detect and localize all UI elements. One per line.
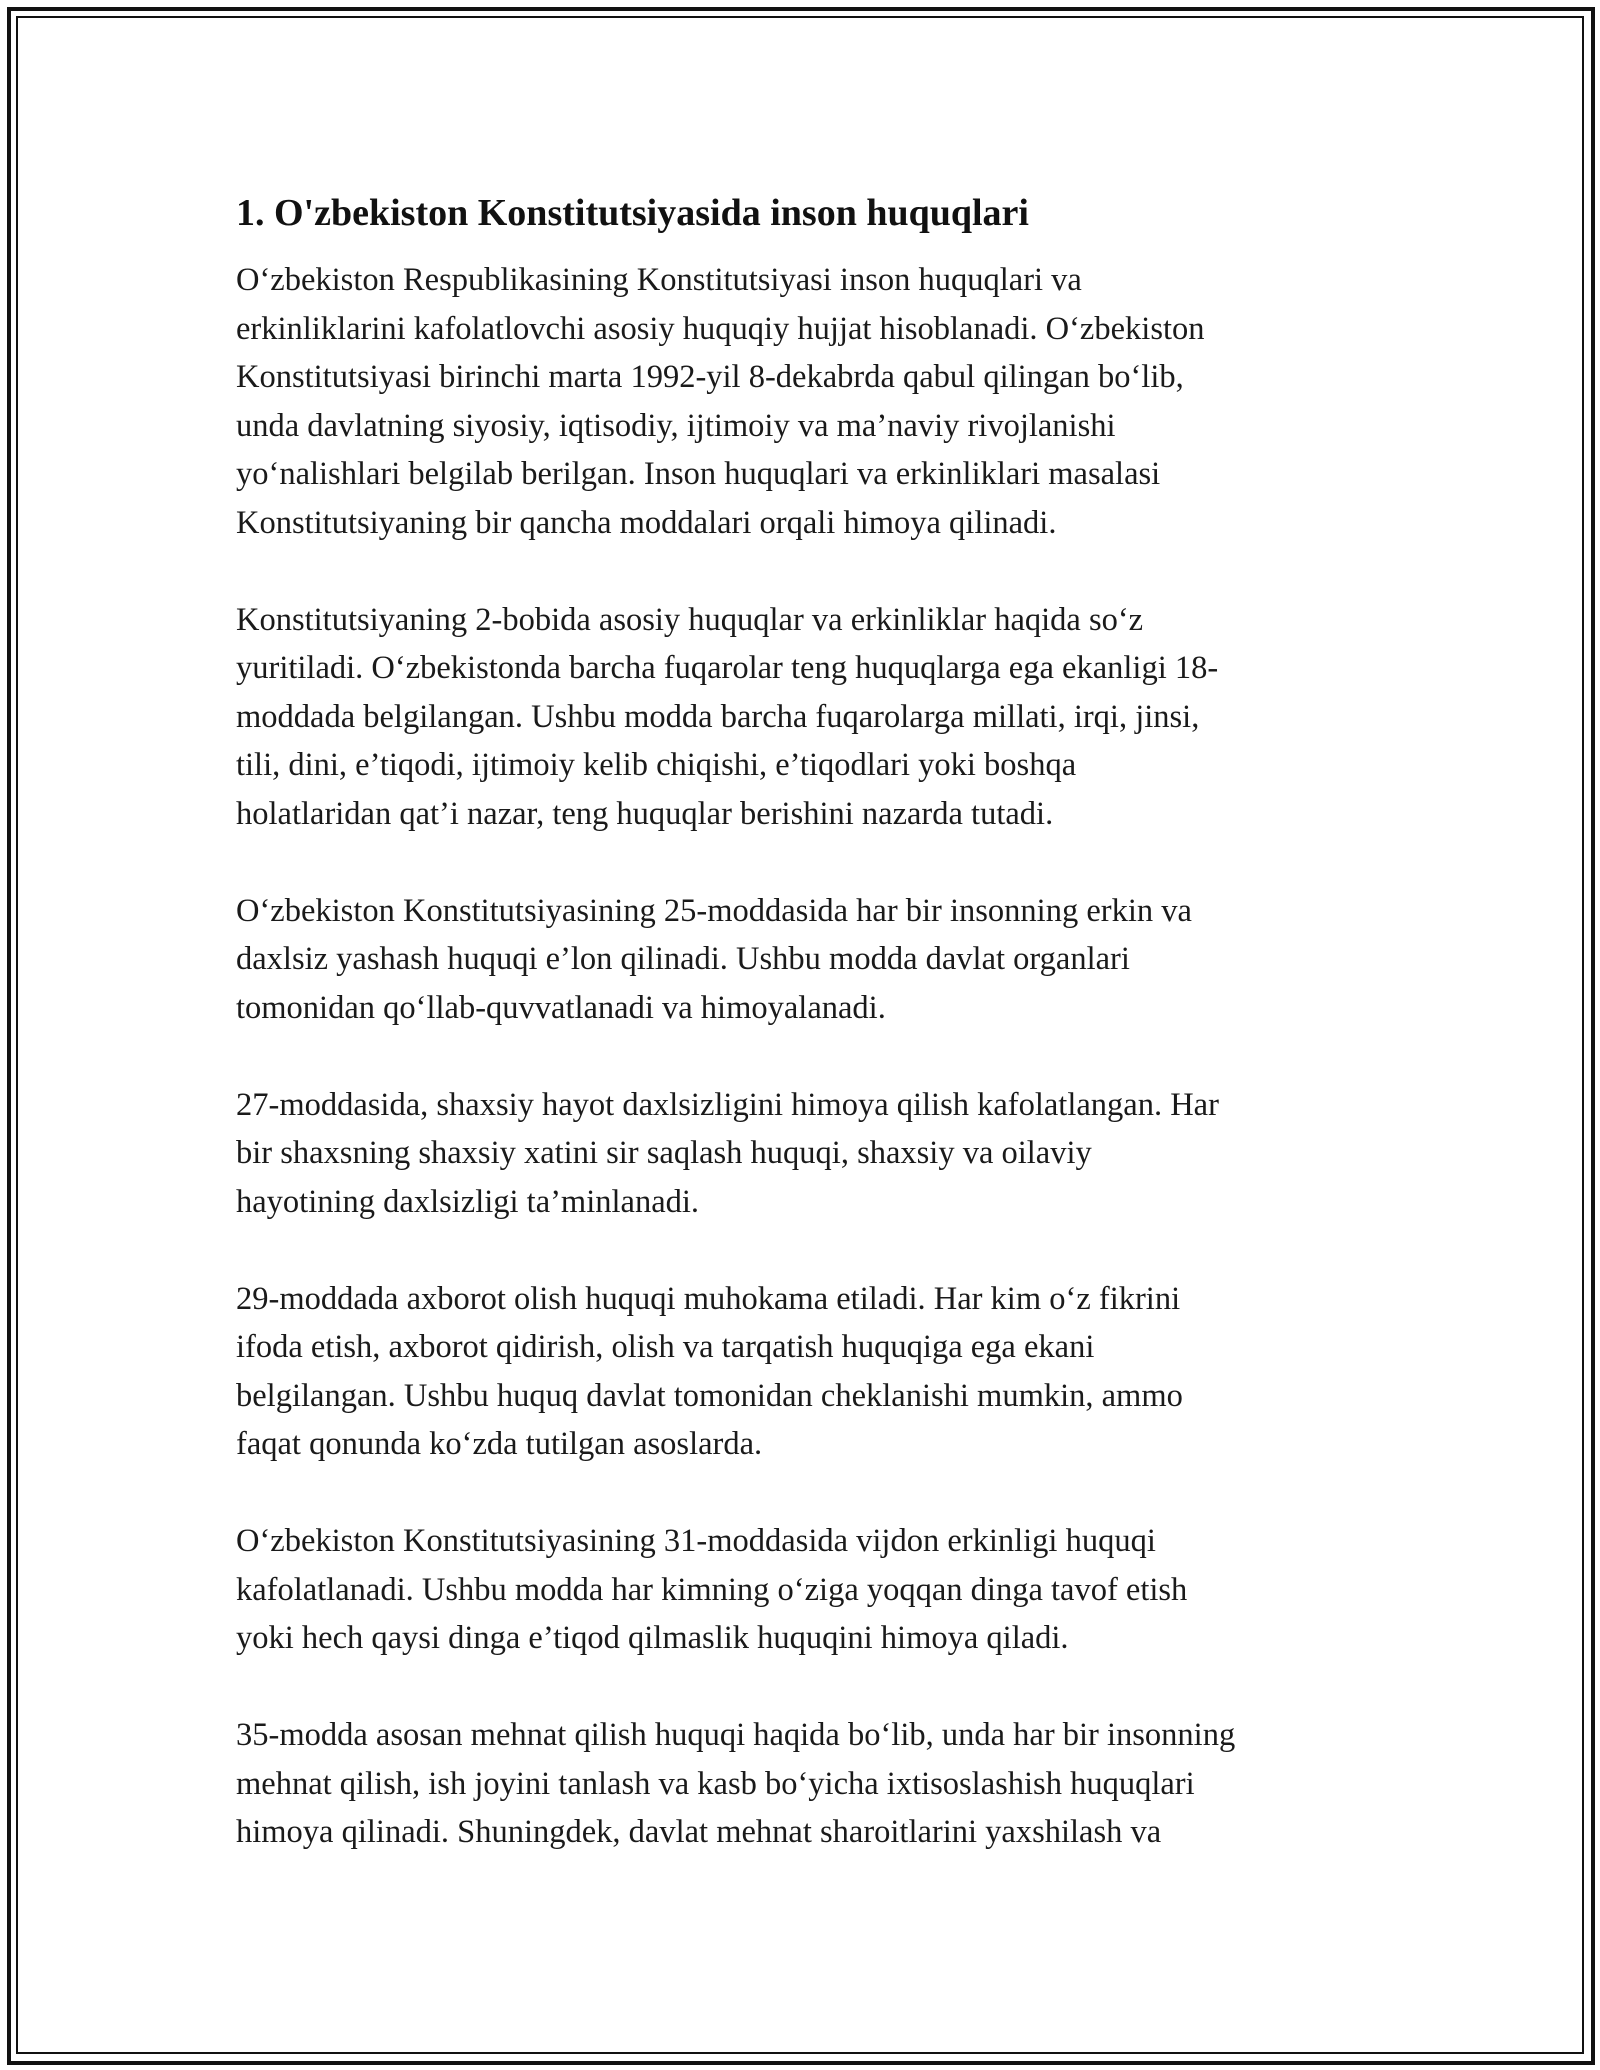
text-line: ifoda etish, axborot qidirish, olish va tarqatish huquqiga ega ekani — [236, 1329, 1095, 1365]
text-line: yo‘nalishlari belgilab berilgan. Inson huquqlari va erkinliklari masalasi — [236, 456, 1161, 492]
text-line: daxlsiz yashash huquqi e’lon qilinadi. Ushbu modda davlat organlari — [236, 941, 1130, 977]
text-line: O‘zbekiston Respublikasining Konstitutsiyasi inson huquqlari va — [236, 262, 1082, 298]
text-line: moddada belgilangan. Ushbu modda barcha fuqarolarga millati, irqi, jinsi, — [236, 698, 1200, 735]
text-line: Konstitutsiyaning bir qancha moddalari orqali himoya qilinadi. — [236, 504, 1057, 541]
text-line: kafolatlanadi. Ushbu modda har kimning o‘ziga yoqqan dinga tavof etish — [236, 1571, 1188, 1608]
paragraph-article-35 — [236, 1711, 1376, 1857]
text-line: hayotining daxlsizligi ta’minlanadi. — [236, 1183, 700, 1220]
paragraph-article-29 — [236, 1275, 1376, 1469]
text-line: 29-moddada axborot olish huquqi muhokama etiladi. Har kim o‘z fikrini — [236, 1280, 1181, 1317]
text-line: yoki hech qaysi dinga e’tiqod qilmaslik huquqini himoya qiladi. — [236, 1620, 1069, 1656]
text-line: bir shaxsning shaxsiy xatini sir saqlash huquqi, shaxsiy va oilaviy — [236, 1135, 1092, 1171]
document-body — [236, 188, 1376, 1905]
text-line: belgilangan. Ushbu huquq davlat tomonidan cheklanishi mumkin, ammo — [236, 1377, 1183, 1414]
paragraph-intro — [236, 256, 1376, 547]
text-line: unda davlatning siyosiy, iqtisodiy, ijtimoiy va ma’naviy rivojlanishi — [236, 407, 1116, 444]
text-line: erkinliklarini kafolatlovchi asosiy huquqiy hujjat hisoblanadi. O‘zbekiston — [236, 310, 1205, 347]
paragraph-article-27 — [236, 1081, 1376, 1227]
text-line: himoya qilinadi. Shuningdek, davlat mehnat sharoitlarini yaxshilash va — [236, 1814, 1162, 1850]
paragraph-article-31 — [236, 1517, 1376, 1663]
text-line: tili, dini, e’tiqodi, ijtimoiy kelib chiqishi, e’tiqodlari yoki boshqa — [236, 747, 1077, 783]
text-line: Konstitutsiyasi birinchi marta 1992-yil 8-dekabrda qabul qilingan bo‘lib, — [236, 359, 1184, 395]
text-line: yuritiladi. O‘zbekistonda barcha fuqarolar teng huquqlarga ega ekanligi 18- — [236, 650, 1219, 686]
text-line: mehnat qilish, ish joyini tanlash va kasb bo‘yicha ixtisoslashish huquqlari — [236, 1765, 1195, 1802]
section-heading: 1. O'zbekiston Konstitutsiyasida inson huquqlari — [236, 192, 1029, 234]
text-line: O‘zbekiston Konstitutsiyasining 25-moddasida har bir insonning erkin va — [236, 892, 1192, 929]
paragraph-article-25 — [236, 887, 1376, 1033]
text-line: 27-moddasida, shaxsiy hayot daxlsizligini himoya qilish kafolatlangan. Har — [236, 1086, 1219, 1123]
text-line: Konstitutsiyaning 2-bobida asosiy huquqlar va erkinliklar haqida so‘z — [236, 601, 1144, 638]
text-line: holatlaridan qat’i nazar, teng huquqlar berishini nazarda tutadi. — [236, 795, 1054, 832]
paragraph-chapter-2 — [236, 596, 1376, 839]
text-line: faqat qonunda ko‘zda tutilgan asoslarda. — [236, 1426, 763, 1462]
text-line: 35-modda asosan mehnat qilish huquqi haqida bo‘lib, unda har bir insonning — [236, 1717, 1236, 1753]
text-line: O‘zbekiston Konstitutsiyasining 31-moddasida vijdon erkinligi huquqi — [236, 1523, 1156, 1559]
text-line: tomonidan qo‘llab-quvvatlanadi va himoyalanadi. — [236, 989, 886, 1026]
